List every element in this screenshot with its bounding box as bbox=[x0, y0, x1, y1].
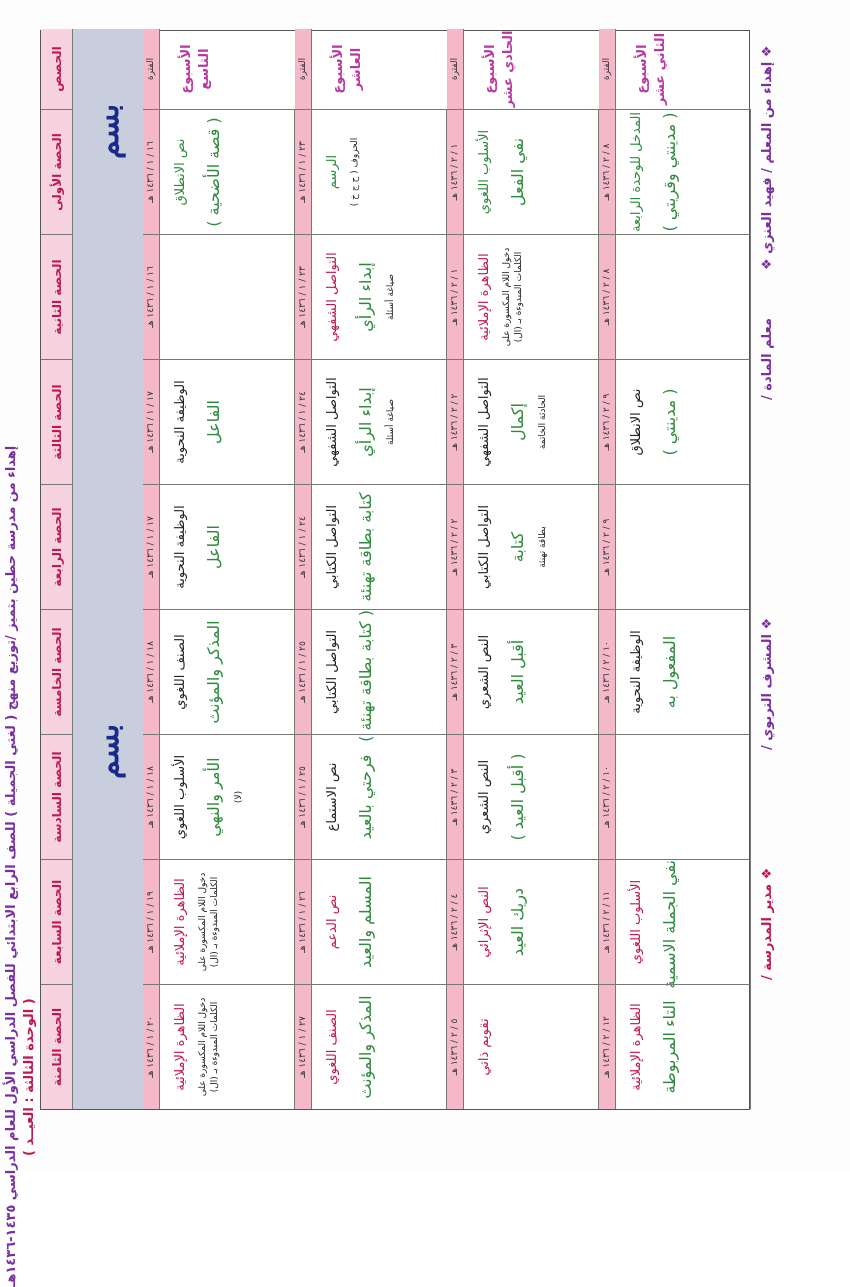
lesson-topic: المذكر والمؤنث bbox=[204, 620, 223, 724]
lesson-title: الصنف اللغوي bbox=[325, 1009, 340, 1085]
lesson-cell bbox=[159, 359, 295, 484]
lesson-title: الوظيفة النحوية bbox=[173, 505, 188, 589]
lesson-title: النص الشعري bbox=[477, 634, 492, 710]
lesson-cell bbox=[311, 234, 447, 359]
lesson-topic: ( أقبل العيد ) bbox=[508, 753, 527, 841]
lesson-cell bbox=[311, 109, 447, 234]
lesson-cell bbox=[311, 484, 447, 609]
lesson-cell bbox=[159, 984, 295, 1109]
lesson-cell bbox=[159, 484, 295, 609]
period-col-label: الفترة bbox=[450, 57, 460, 81]
lesson-note: الحروف ( ح ج خ ) bbox=[350, 137, 360, 207]
lesson-cell bbox=[159, 109, 295, 234]
lesson-cell bbox=[615, 234, 751, 359]
date-cell: ١٩ / ١ / ١٤٣٦ هـ bbox=[143, 859, 159, 984]
unit-label: ( الوحدة الثالثة : العيــد ) bbox=[22, 998, 37, 1156]
bismillah-left: بسم bbox=[91, 103, 126, 159]
lesson-cell bbox=[159, 859, 295, 984]
lesson-title: التواصل الشفهي bbox=[477, 377, 492, 467]
period-col-label: الفترة bbox=[602, 57, 612, 81]
lesson-cell bbox=[463, 984, 599, 1109]
lesson-cell bbox=[463, 859, 599, 984]
subject-teacher-text: معلم المادة / bbox=[760, 318, 775, 400]
date-cell: ١٧ / ١ / ١٤٣٦ هـ bbox=[143, 359, 159, 484]
lesson-cell bbox=[463, 484, 599, 609]
lesson-title: نص الانطلاق bbox=[629, 388, 644, 456]
date-cell: ٢٣ / ١ / ١٤٣٦ هـ bbox=[295, 234, 311, 359]
lesson-topic: نفي الجملة الاسمية bbox=[660, 860, 679, 989]
lesson-topic: نفي الفعل bbox=[508, 137, 527, 207]
lesson-cell bbox=[311, 359, 447, 484]
date-cell: ٢٧ / ١ / ١٤٣٦ هـ bbox=[295, 984, 311, 1109]
lesson-note: صياغة أسئلة bbox=[386, 398, 396, 446]
date-cell: ٢ / ٢ / ١٤٣٦ هـ bbox=[447, 359, 463, 484]
date-cell: ١ / ٢ / ١٤٣٦ هـ bbox=[447, 109, 463, 234]
lesson-topic: إبداء الرأي bbox=[356, 387, 375, 457]
date-cell: ٩ / ٢ / ١٤٣٦ هـ bbox=[599, 484, 615, 609]
lesson-topic: كتابة بطاقة تهنئة bbox=[356, 492, 375, 602]
lesson-title: التواصل الكتابي bbox=[477, 505, 492, 589]
date-cell: ٢ / ٢ / ١٤٣٦ هـ bbox=[447, 484, 463, 609]
lesson-topic: أقبل العيد bbox=[508, 639, 527, 705]
lesson-title: التواصل الشفهي bbox=[325, 252, 340, 342]
date-cell: ١٧ / ١ / ١٤٣٦ هـ bbox=[143, 484, 159, 609]
supervisor-text: ❖ المشرف التربوي / bbox=[760, 617, 775, 750]
date-cell: ١٨ / ١ / ١٤٣٦ هـ bbox=[143, 734, 159, 859]
lesson-topic: الأمر والنهي bbox=[204, 757, 223, 837]
lesson-cell bbox=[463, 234, 599, 359]
date-cell: ٤ / ٢ / ١٤٣٦ هـ bbox=[447, 859, 463, 984]
header-periods: الحصص bbox=[41, 29, 73, 109]
date-cell: ٢٥ / ١ / ١٤٣٦ هـ bbox=[295, 609, 311, 734]
lesson-title: الأسلوب اللغوي bbox=[477, 129, 492, 215]
lesson-title: التواصل الكتابي bbox=[325, 630, 340, 714]
lesson-title: الظاهرة الإملائية bbox=[173, 878, 188, 966]
lesson-title: الظاهرة الإملائية bbox=[477, 253, 492, 341]
lesson-title: الوظيفة النحوية bbox=[629, 630, 644, 714]
lesson-topic: الفاعل bbox=[204, 400, 223, 444]
lesson-cell bbox=[615, 484, 751, 609]
date-cell: ٣ / ٢ / ١٤٣٦ هـ bbox=[447, 609, 463, 734]
lesson-cell bbox=[463, 109, 599, 234]
lesson-title: نص الاستماع bbox=[325, 762, 340, 832]
lesson-topic: ( مدينتي ) bbox=[660, 388, 679, 456]
date-cell: ٩ / ٢ / ١٤٣٦ هـ bbox=[599, 359, 615, 484]
lesson-cell bbox=[311, 609, 447, 742]
lesson-title: الصنف اللغوي bbox=[173, 634, 188, 710]
header-p6: الحصة السادسة bbox=[41, 734, 73, 859]
lesson-topic: ( مدينتي وقريتي ) bbox=[660, 112, 679, 232]
date-cell: ٢٥ / ١ / ١٤٣٦ هـ bbox=[295, 734, 311, 859]
date-cell: ١٢ / ٢ / ١٤٣٦ هـ bbox=[599, 984, 615, 1109]
lesson-title: التواصل الشفهي bbox=[325, 377, 340, 467]
date-cell: ٨ / ٢ / ١٤٣٦ هـ bbox=[599, 109, 615, 234]
lesson-cell bbox=[463, 359, 599, 484]
period-col-label: الفترة bbox=[146, 57, 156, 81]
date-cell: ٢٦ / ١ / ١٤٣٦ هـ bbox=[295, 859, 311, 984]
lesson-title: النص الشعري bbox=[477, 759, 492, 835]
date-cell: ٣ / ٢ / ١٤٣٦ هـ bbox=[447, 734, 463, 859]
date-cell: ٢٤ / ١ / ١٤٣٦ هـ bbox=[295, 359, 311, 484]
lesson-cell bbox=[615, 859, 751, 989]
week-label: الأسبوع العاشر bbox=[311, 29, 447, 109]
lesson-cell bbox=[159, 609, 295, 734]
lesson-cell bbox=[615, 359, 751, 484]
header-p8: الحصة الثامنة bbox=[41, 984, 73, 1109]
principal-text: ❖ مدير المدرسة / bbox=[760, 867, 775, 980]
lesson-cell bbox=[463, 609, 599, 734]
lesson-topic: المذكر والمؤنث bbox=[356, 995, 375, 1099]
lesson-title: المدخل للوحدة الرابعة bbox=[629, 112, 644, 232]
header-p3: الحصة الثالثة bbox=[41, 359, 73, 484]
lesson-topic: دريك العيد bbox=[508, 887, 527, 957]
lesson-title: الأسلوب اللغوي bbox=[629, 879, 644, 965]
schedule-title: توزيع منهج ( لغتي الجميلة ) للصف الرابع الابتدائي للفصل الدراسي الأول للعام الدراسي ١٤٣٥-١٤٣٦هـ bbox=[4, 640, 19, 1287]
lesson-topic: المفعول به bbox=[660, 635, 679, 709]
lesson-cell bbox=[463, 734, 599, 859]
period-col-label: الفترة bbox=[298, 57, 308, 81]
lesson-topic: إكمال bbox=[508, 403, 527, 441]
lesson-title: نص الدعم bbox=[325, 894, 340, 950]
header-p7: الحصة السابعة bbox=[41, 859, 73, 984]
header-p1: الحصة الأولى bbox=[41, 109, 73, 234]
date-cell: ١٦ / ١ / ١٤٣٦ هـ bbox=[143, 234, 159, 359]
date-cell: ١٠ / ٢ / ١٤٣٦ هـ bbox=[599, 734, 615, 859]
lesson-cell bbox=[615, 984, 751, 1109]
date-cell: ١٠ / ٢ / ١٤٣٦ هـ bbox=[599, 609, 615, 734]
header-p2: الحصة الثانية bbox=[41, 234, 73, 359]
lesson-cell bbox=[615, 609, 751, 734]
lesson-topic: إبداء الرأي bbox=[356, 262, 375, 332]
schedule-table bbox=[40, 30, 750, 1110]
lesson-note: بطاقة تهنئة bbox=[538, 526, 548, 568]
lesson-topic: الفاعل bbox=[204, 525, 223, 569]
lesson-cell bbox=[311, 984, 447, 1109]
date-cell: ١١ / ٢ / ١٤٣٦ هـ bbox=[599, 859, 615, 984]
lesson-topic: فرحتي بالعيد bbox=[356, 754, 375, 840]
lesson-title: الظاهرة الإملائية bbox=[173, 1003, 188, 1091]
lesson-title: الرسم bbox=[325, 154, 340, 190]
lesson-cell bbox=[159, 234, 295, 359]
lesson-topic: كتابة bbox=[508, 531, 527, 563]
lesson-title: الوظيفة النحوية bbox=[173, 380, 188, 464]
lesson-topic: التاء المربوطة bbox=[660, 1000, 679, 1094]
date-cell: ٢٤ / ١ / ١٤٣٦ هـ bbox=[295, 484, 311, 609]
bismillah-right: بسم bbox=[91, 723, 126, 779]
lesson-topic: ( كتابة بطاقة تهنئة ) bbox=[356, 610, 375, 742]
lesson-note: دخول اللام المكسورة على الكلمات المبدوءة بـ (ال) bbox=[198, 872, 220, 972]
gift-teacher-text: ❖ إهداء من المعلم / فهيد العنزي ❖ bbox=[760, 45, 775, 270]
lesson-note: صياغة أسئلة bbox=[386, 273, 396, 321]
week-label: الأسبوع الثاني عشر bbox=[615, 29, 751, 109]
lesson-cell bbox=[615, 109, 751, 234]
lesson-title: نص الانطلاق bbox=[173, 138, 188, 206]
lesson-note: دخول اللام المكسورة على الكلمات المبدوءة بـ (ال) bbox=[198, 997, 220, 1097]
week-label: الأسبوع التاسع bbox=[159, 29, 295, 109]
lesson-note: (لا) bbox=[234, 790, 244, 804]
lesson-title: الظاهرة الإملائية bbox=[629, 1003, 644, 1091]
lesson-title: تقويم ذاتي bbox=[477, 1018, 492, 1076]
lesson-title: الأسلوب اللغوي bbox=[173, 754, 188, 840]
date-cell: ١ / ٢ / ١٤٣٦ هـ bbox=[447, 234, 463, 359]
bismillah-band bbox=[73, 29, 144, 1109]
lesson-note: الحادثة الخاتمة bbox=[538, 394, 548, 450]
lesson-topic: المسلم والعيد bbox=[356, 876, 375, 968]
date-cell: ٢٣ / ١ / ١٤٣٦ هـ bbox=[295, 109, 311, 234]
date-cell: ١٦ / ١ / ١٤٣٦ هـ bbox=[143, 109, 159, 234]
date-cell: ١٨ / ١ / ١٤٣٦ هـ bbox=[143, 609, 159, 734]
date-cell: ٥ / ٢ / ١٤٣٦ هـ bbox=[447, 984, 463, 1109]
lesson-cell bbox=[311, 859, 447, 984]
lesson-cell bbox=[311, 734, 447, 859]
lesson-title: النص الإثرائي bbox=[477, 886, 492, 958]
lesson-cell bbox=[615, 734, 751, 859]
gift-school-text: إهداء من مدرسة حطين بتميز / bbox=[4, 445, 19, 640]
header-p5: الحصة الخامسة bbox=[41, 609, 73, 734]
lesson-cell bbox=[159, 734, 295, 859]
week-label: الأسبوع الحادي عشر bbox=[463, 29, 599, 109]
date-cell: ٢٠ / ١ / ١٤٣٦ هـ bbox=[143, 984, 159, 1109]
lesson-title: التواصل الكتابي bbox=[325, 505, 340, 589]
date-cell: ٨ / ٢ / ١٤٣٦ هـ bbox=[599, 234, 615, 359]
header-p4: الحصة الرابعة bbox=[41, 484, 73, 609]
lesson-topic: ( قصة الأضحية ) bbox=[204, 117, 223, 227]
lesson-note: دخول اللام المكسورة على الكلمات المبدوءة بـ (ال) bbox=[502, 247, 524, 347]
